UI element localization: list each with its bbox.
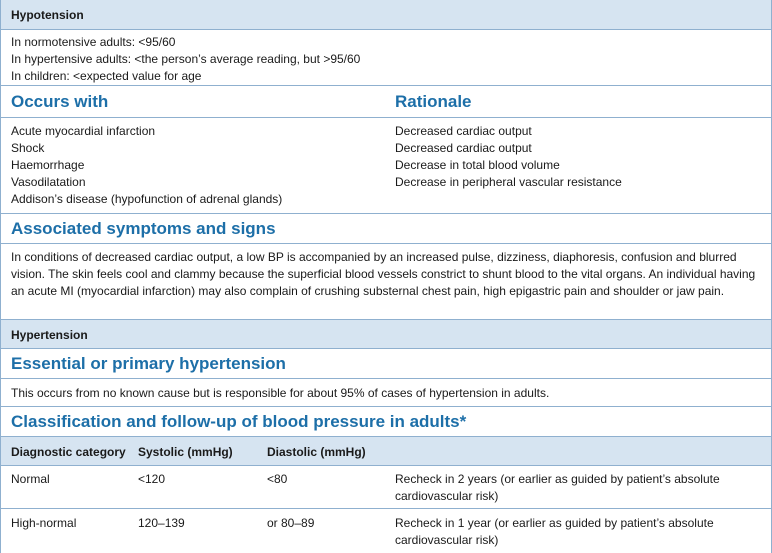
cell-systolic: <120: [138, 472, 166, 486]
rationale-item: Decreased cardiac output: [395, 141, 532, 155]
occurs-rationale-heading-row: [1, 86, 771, 118]
condition-item: Haemorrhage: [11, 158, 85, 172]
rationales-list: [395, 123, 622, 191]
rationale-heading: Rationale: [395, 92, 472, 111]
cell-systolic: 120–139: [138, 516, 185, 530]
bp-table-header: [1, 437, 771, 466]
essential-hypertension-heading-row: [1, 349, 771, 379]
table-row: [1, 466, 771, 509]
condition-item: Vasodilatation: [11, 175, 86, 189]
associated-symptoms-heading: Associated symptoms and signs: [11, 219, 276, 238]
classification-heading: Classification and follow-up of blood pressure in adults*: [11, 412, 467, 431]
classification-heading-row: [1, 407, 771, 437]
associated-symptoms-heading-row: [1, 214, 771, 244]
occurs-with-heading: Occurs with: [11, 92, 109, 111]
hypertension-header: [1, 320, 771, 349]
cell-diastolic: <80: [267, 472, 288, 486]
essential-hypertension-text: This occurs from no known cause but is responsible for about 95% of cases of hypertension in adults.: [11, 386, 550, 400]
cell-diastolic: or 80–89: [267, 516, 315, 530]
conditions-list: [11, 123, 282, 208]
associated-symptoms-body: [1, 244, 771, 320]
definition-children: In children: <expected value for age: [11, 69, 202, 83]
column-header-systolic: Systolic (mmHg): [138, 445, 233, 459]
associated-symptoms-text: In conditions of decreased cardiac output, a low BP is accompanied by an increased pulse, dizziness, diaphoresis, confusion and blurred vision. The skin feels cool and clammy because the superficial blood vessels constrict to shunt blood to the vital organs. An individual having an acute MI (myocardial infarction) may also complain of crushing substernal chest pain, high epigastric pain and shoulder or jaw pain.: [11, 250, 756, 298]
condition-item: Shock: [11, 141, 45, 155]
column-header-diastolic: Diastolic (mmHg): [267, 445, 366, 459]
essential-hypertension-body: [1, 379, 771, 407]
rationale-item: Decrease in total blood volume: [395, 158, 560, 172]
occurs-rationale-body: [1, 118, 771, 214]
condition-item: Addison’s disease (hypofunction of adrenal glands): [11, 192, 283, 206]
rationale-item: Decrease in peripheral vascular resistance: [395, 175, 622, 189]
cell-followup: Recheck in 1 year (or earlier as guided by patient’s absolute cardiovascular risk): [395, 516, 714, 547]
column-header-category: Diagnostic category: [11, 445, 126, 459]
definition-normotensive: In normotensive adults: <95/60: [11, 35, 176, 49]
hypertension-header-label: Hypertension: [11, 328, 88, 342]
hypotension-header: [1, 0, 771, 30]
cell-category: High-normal: [11, 516, 77, 530]
essential-hypertension-heading: Essential or primary hypertension: [11, 354, 286, 373]
cell-category: Normal: [11, 472, 50, 486]
table-row: [1, 509, 771, 553]
definition-hypertensive: In hypertensive adults: <the person’s average reading, but >95/60: [11, 52, 361, 66]
rationale-item: Decreased cardiac output: [395, 124, 532, 138]
hypotension-header-label: Hypotension: [11, 8, 84, 22]
condition-item: Acute myocardial infarction: [11, 124, 156, 138]
cell-followup: Recheck in 2 years (or earlier as guided by patient’s absolute cardiovascular risk): [395, 472, 720, 503]
hypotension-definitions: [1, 30, 771, 86]
